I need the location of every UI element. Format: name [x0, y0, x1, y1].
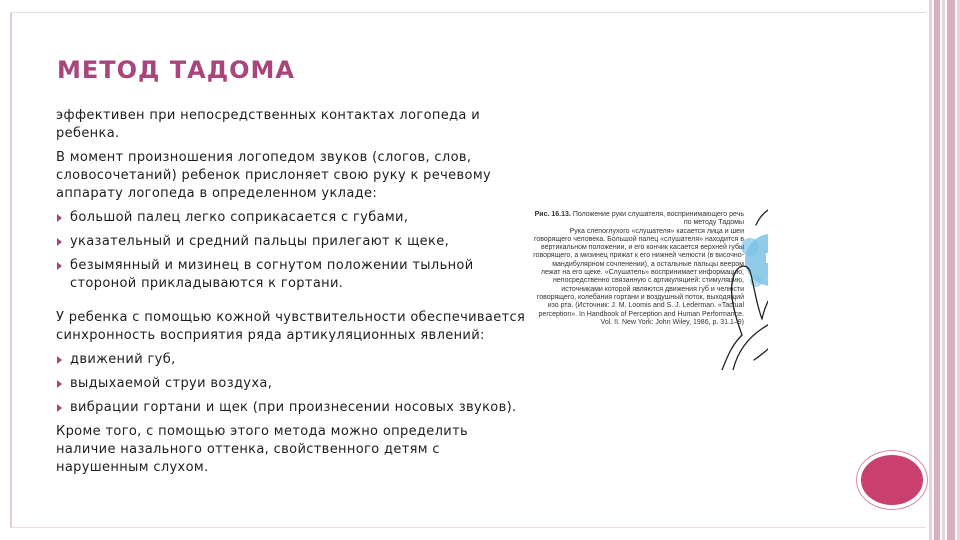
list-item — [56, 399, 526, 417]
decorative-circle — [857, 451, 927, 509]
list-item-text: вибрации гортани и щек (при произнесении носовых звуков). — [70, 400, 517, 415]
conclusion-paragraph: Кроме того, с помощью этого метода можно определить наличие назального оттенка, свойственного детям с нарушенным слухом. — [56, 424, 469, 475]
figure-caption-head — [532, 211, 744, 228]
list-item — [56, 375, 526, 393]
bullet-arrow-icon — [57, 356, 62, 364]
list-item-text: движений губ, — [70, 352, 176, 367]
list-item — [56, 351, 526, 369]
bullet-arrow-icon — [57, 380, 62, 388]
watermark-splash-icon — [741, 232, 768, 287]
watermark-text: РФ — [765, 250, 788, 267]
list-item — [56, 209, 526, 227]
figure-caption — [532, 211, 744, 327]
list-item-text: безымянный и мизинец в согнутом положении тыльной стороной прикладываются к гортани. — [70, 258, 474, 291]
decor-stripe — [947, 0, 955, 540]
list-item-text: выдыхаемой струи воздуха, — [70, 376, 273, 391]
figure-label: Рис. 16.13. — [534, 211, 571, 218]
sync-paragraph: У ребенка с помощью кожной чувствительности обеспечивается синхронность восприятия ряда артикуляционных явлений: — [56, 310, 526, 343]
bullet-arrow-icon — [57, 262, 62, 270]
figure-caption-body: Рука слепоглухого «слушателя» касается лица и шеи говорящего человека. Большой палец «слушателя» находится в вертикальном положении, и его кончик касается верхней губы говорящего, а мизинец прижат к его нижней челюсти (в височно-мандибулярном сочленении), а остальные пальцы веером лежат на его щеке. «Слушатель» воспринимает информацию, непосредственно связанную с артикуляцией: стимуляцию, источниками которой являются движения губ и челюсти говорящего, колебания гортани и воздушный поток, выходящий изо рта. (Источник: J. M. Loomis and S. J. Lederman. «Tactual perception». In Handbook of Perception and Human Performance. Vol. II. New York: John Wiley, 1986, p. 31.1–9) — [533, 227, 744, 326]
list-item — [56, 233, 526, 251]
moment-paragraph: В момент произношения логопедом звуков (слогов, слов, словосочетаний) ребенок прислоняет свою руку к речевому аппарату логопеда в определенном укладе: — [56, 150, 492, 201]
bullet-arrow-icon — [57, 238, 62, 246]
figure-caption-title: Положение руки слушателя, воспринимающего речь по методу Тадомы — [572, 211, 744, 227]
decor-stripe — [934, 0, 940, 540]
list-item — [56, 257, 526, 293]
slide-title: МЕТОД ТАДОМА — [57, 56, 295, 84]
frame-bottom-line — [10, 527, 926, 528]
list-item-text: указательный и средний пальцы прилегают к щеке, — [70, 234, 450, 249]
body-text — [56, 107, 526, 483]
decor-stripe — [942, 0, 945, 540]
frame-left-line — [10, 12, 12, 528]
list-item-text: большой палец легко соприкасается с губами, — [70, 210, 409, 225]
bullet-arrow-icon — [57, 404, 62, 412]
intro-paragraph: эффективен при непосредственных контактах логопеда и ребенка. — [56, 108, 481, 141]
decor-stripe — [929, 0, 932, 540]
frame-top-line — [10, 12, 926, 13]
bullet-arrow-icon — [57, 214, 62, 222]
